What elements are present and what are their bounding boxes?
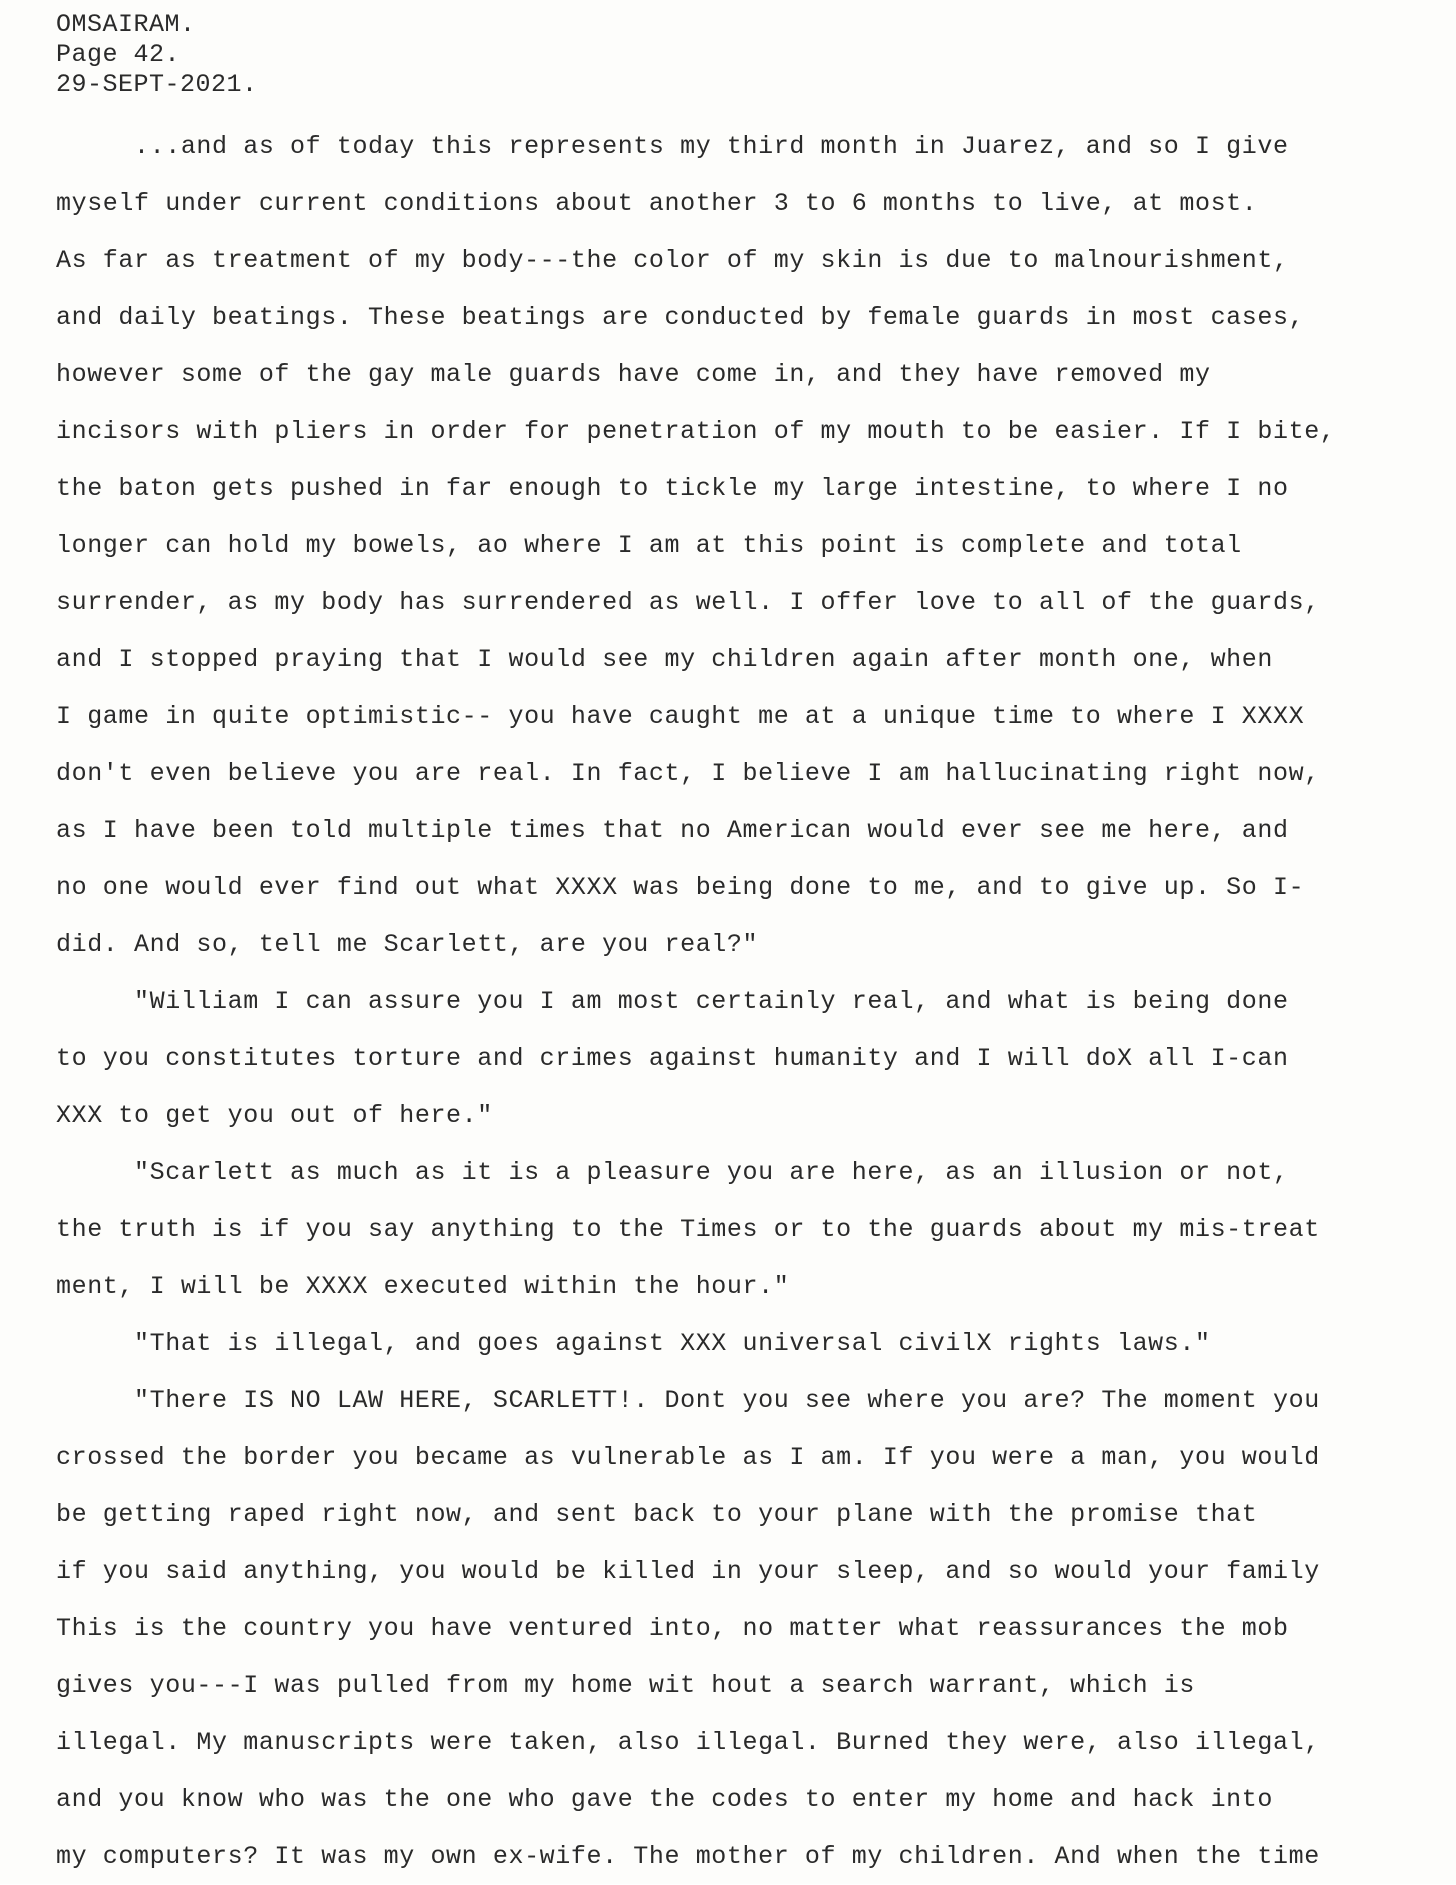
page-date: 29-SEPT-2021. xyxy=(56,70,258,99)
text-line: the truth is if you say anything to the Times or to the guards about my mis-treat xyxy=(56,1215,1320,1244)
text-line: ment, I will be XXXX executed within the hour." xyxy=(56,1272,790,1301)
text-line: and I stopped praying that I would see my children again after month one, when xyxy=(56,645,1273,674)
text-line: my computers? It was my own ex-wife. The mother of my children. And when the time xyxy=(56,1842,1320,1871)
text-line: surrender, as my body has surrendered as well. I offer love to all of the guards, xyxy=(56,588,1320,617)
page-header xyxy=(56,10,258,100)
text-line: if you said anything, you would be killed in your sleep, and so would your family xyxy=(56,1557,1320,1586)
text-line: "There IS NO LAW HERE, SCARLETT!. Dont you see where you are? The moment you xyxy=(56,1386,1320,1415)
text-line: longer can hold my bowels, ao where I am at this point is complete and total xyxy=(56,531,1242,560)
text-line: XXX to get you out of here." xyxy=(56,1101,493,1130)
text-line: and you know who was the one who gave the codes to enter my home and hack into xyxy=(56,1785,1273,1814)
text-line: "William I can assure you I am most certainly real, and what is being done xyxy=(56,987,1289,1016)
text-line: crossed the border you became as vulnerable as I am. If you were a man, you would xyxy=(56,1443,1320,1472)
text-line: incisors with pliers in order for penetration of my mouth to be easier. If I bite, xyxy=(56,417,1336,446)
text-line: don't even believe you are real. In fact, I believe I am hallucinating right now, xyxy=(56,759,1320,788)
text-line: however some of the gay male guards have come in, and they have removed my xyxy=(56,360,1211,389)
text-line: gives you---I was pulled from my home wit hout a search warrant, which is xyxy=(56,1671,1195,1700)
text-line: This is the country you have ventured into, no matter what reassurances the mob xyxy=(56,1614,1289,1643)
text-line: illegal. My manuscripts were taken, also illegal. Burned they were, also illegal, xyxy=(56,1728,1320,1757)
text-line: I game in quite optimistic-- you have caught me at a unique time to where I XXXX xyxy=(56,702,1305,731)
text-line: myself under current conditions about another 3 to 6 months to live, at most. xyxy=(56,189,1258,218)
text-line: did. And so, tell me Scarlett, are you real?" xyxy=(56,930,759,959)
text-line: as I have been told multiple times that no American would ever see me here, and xyxy=(56,816,1289,845)
text-line: the baton gets pushed in far enough to tickle my large intestine, to where I no xyxy=(56,474,1289,503)
text-line: no one would ever find out what XXXX was being done to me, and to give up. So I- xyxy=(56,873,1305,902)
text-line: and daily beatings. These beatings are conducted by female guards in most cases, xyxy=(56,303,1305,332)
text-line: be getting raped right now, and sent back to your plane with the promise that xyxy=(56,1500,1258,1529)
body-text xyxy=(56,118,1446,1885)
text-line: ...and as of today this represents my third month in Juarez, and so I give xyxy=(56,132,1289,161)
text-line: to you constitutes torture and crimes against humanity and I will doX all I-can xyxy=(56,1044,1289,1073)
text-line: As far as treatment of my body---the color of my skin is due to malnourishment, xyxy=(56,246,1289,275)
text-line: "Scarlett as much as it is a pleasure you are here, as an illusion or not, xyxy=(56,1158,1289,1187)
page-number: Page 42. xyxy=(56,40,181,69)
header-invocation: OMSAIRAM. xyxy=(56,10,196,39)
text-line: "That is illegal, and goes against XXX universal civilX rights laws." xyxy=(56,1329,1211,1358)
